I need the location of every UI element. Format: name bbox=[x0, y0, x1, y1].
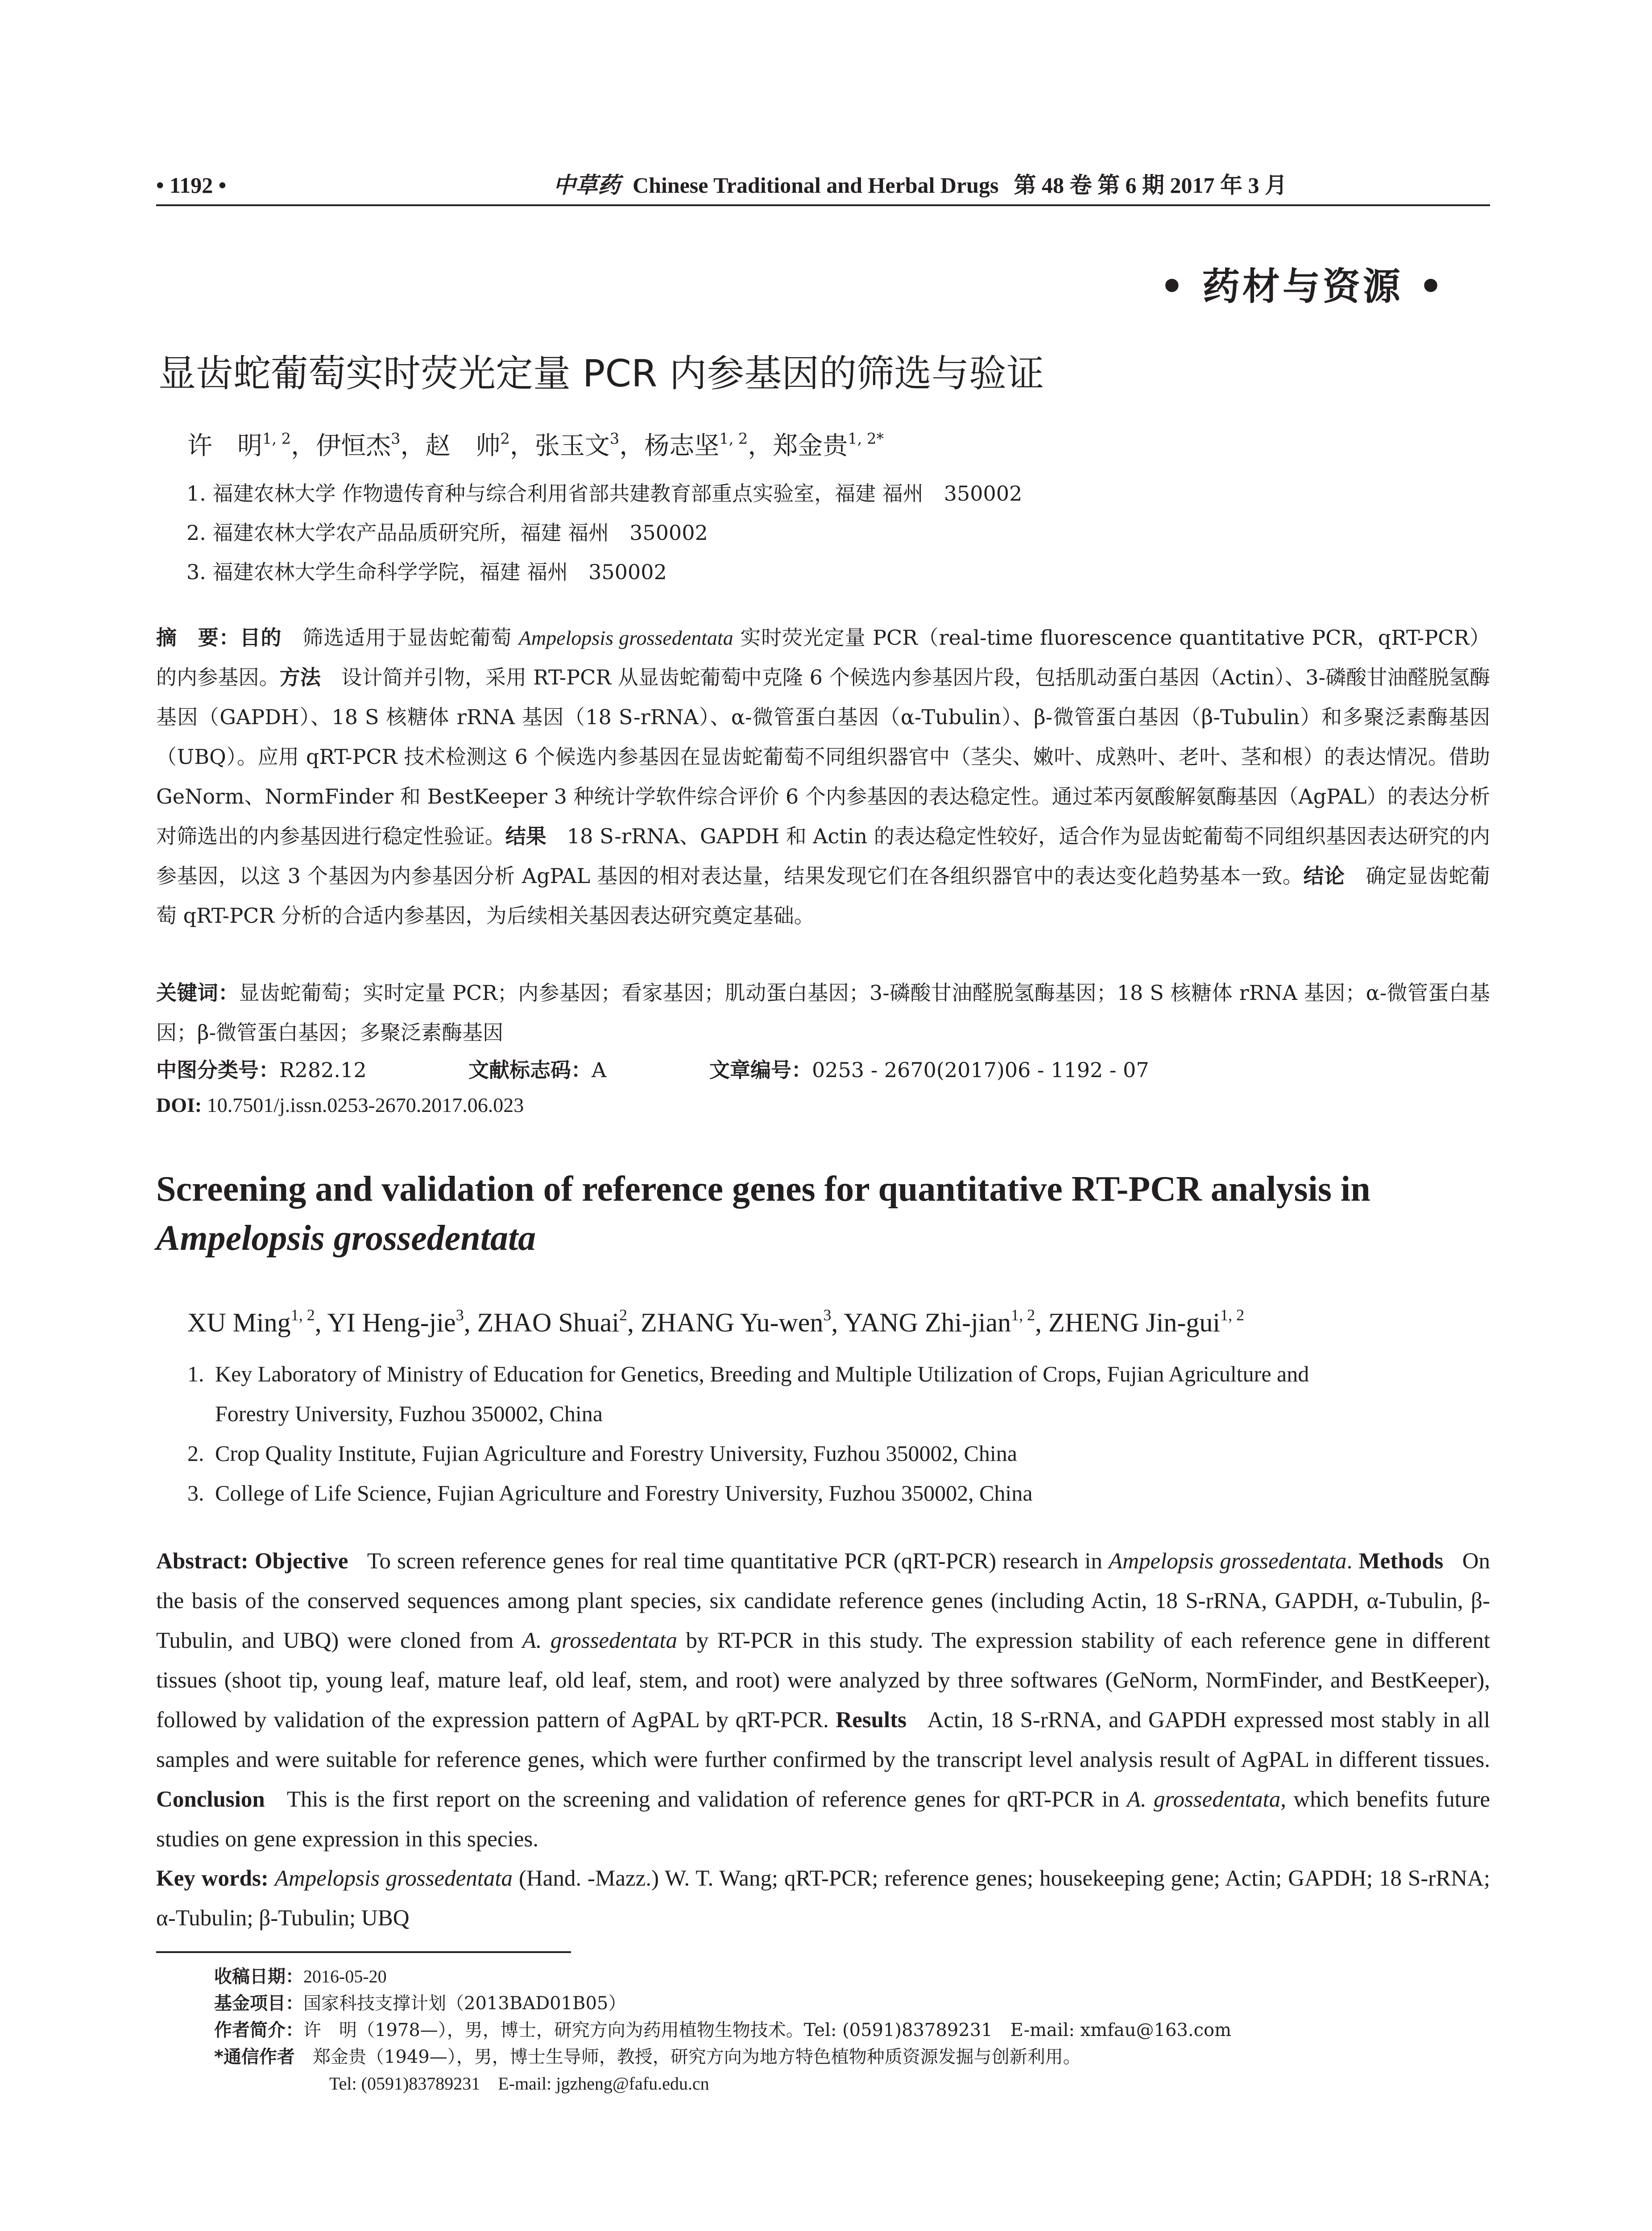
english-affiliation-2 bbox=[187, 1434, 1490, 1473]
corresponding-bio: 郑金贵（1949—），男，博士生导师，教授，研究方向为地方特色植物种质资源发掘与创新利用。 bbox=[312, 2047, 1081, 2067]
methods-label-en: Methods bbox=[1358, 1549, 1444, 1574]
affiliation-text: College of Life Science, Fujian Agriculture and Forestry University, Fuzhou 350002, China bbox=[215, 1480, 1033, 1505]
chinese-author-list bbox=[187, 426, 884, 462]
species-name-en: Ampelopsis grossedentata bbox=[1109, 1549, 1347, 1574]
clc-code bbox=[156, 1054, 367, 1083]
objective-label-en: Objective bbox=[254, 1549, 348, 1574]
affiliation-number: 1. bbox=[187, 1361, 204, 1386]
article-value: 0253 - 2670(2017)06 - 1192 - 07 bbox=[812, 1058, 1149, 1082]
english-keywords bbox=[156, 1859, 1490, 1938]
english-affiliation-1 bbox=[187, 1354, 1490, 1434]
abstract-label: 摘 要： bbox=[156, 626, 240, 650]
english-author-name: YI Heng-jie bbox=[327, 1308, 456, 1337]
chinese-author-name: 张玉文 bbox=[534, 431, 610, 460]
chinese-author-separator: ， bbox=[619, 431, 645, 460]
chinese-author-name: 赵 帅 bbox=[425, 431, 501, 460]
english-author-affiliation-mark: 2 bbox=[619, 1306, 628, 1324]
chinese-affiliation-2: 2. 福建农林大学农产品品质研究所，福建 福州 350002 bbox=[186, 521, 708, 545]
english-author-name: ZHANG Yu-wen bbox=[641, 1308, 824, 1337]
section-tag: • 药材与资源 • bbox=[1160, 264, 1445, 308]
results-label-en: Results bbox=[836, 1708, 907, 1733]
results-text-en: Actin, 18 S-rRNA, and GAPDH expressed most stably in all samples and were suitable for reference genes, which were further confirmed by the transcript level analysis result of AgPAL in different tissues. bbox=[156, 1708, 1490, 1772]
english-title-main: Screening and validation of reference genes for quantitative RT-PCR analysis in bbox=[156, 1169, 1370, 1209]
chinese-author-name: 许 明 bbox=[187, 431, 262, 460]
keywords-text: 显齿蛇葡萄；实时定量 PCR；内参基因；看家基因；肌动蛋白基因；3-磷酸甘油醛脱氢酶基因；18 S 核糖体 rRNA 基因；α-微管蛋白基因；β-微管蛋白基因；多聚泛素酶基因 bbox=[156, 981, 1491, 1045]
english-author-affiliation-mark: 1, 2 bbox=[1220, 1306, 1245, 1324]
footnote-fund bbox=[214, 1990, 1231, 2017]
results-text: 18 S-rRNA、GAPDH 和 Actin 的表达稳定性较好，适合作为显齿蛇葡萄不同组织基因表达研究的内参基因，以这 3 个基因为内参基因分析 AgPAL 基因的相对表达量，结果发现它们在各组织器官中的表达变化趋势基本一致。 bbox=[156, 824, 1491, 888]
footnotes bbox=[214, 1963, 1231, 2097]
results-label: 结果 bbox=[505, 824, 547, 848]
footnote-author bbox=[214, 2017, 1231, 2044]
footnote-corresponding bbox=[214, 2044, 1231, 2070]
chinese-author-name: 伊恒杰 bbox=[316, 431, 391, 460]
page-number: • 1192 • bbox=[156, 173, 227, 198]
chinese-author-affiliation-mark: 1, 2 bbox=[719, 430, 748, 448]
objective-text-en: To screen reference genes for real time quantitative PCR (qRT-PCR) research in bbox=[367, 1549, 1109, 1574]
chinese-author-affiliation-mark: 1, 2* bbox=[848, 430, 884, 448]
english-title bbox=[156, 1165, 1495, 1263]
english-author-name: ZHAO Shuai bbox=[477, 1308, 620, 1337]
chinese-author-affiliation-mark: 2 bbox=[500, 430, 510, 448]
english-title-species: Ampelopsis grossedentata bbox=[156, 1219, 536, 1258]
conclusion-label-en: Conclusion bbox=[156, 1787, 265, 1812]
english-author-affiliation-mark: 3 bbox=[823, 1306, 832, 1324]
methods-text-en: On the basis of the conserved sequences among plant species, six candidate reference genes (including Actin, 18 S-rRNA, GAPDH, α-Tubulin, β-Tubulin, and UBQ) were cloned from bbox=[156, 1549, 1491, 1653]
journal-name-cn: 中草药 bbox=[553, 172, 620, 198]
conclusion-text-en-rest: , which benefits future studies on gene expression in this species. bbox=[156, 1787, 1490, 1852]
affiliation-text-cont: Forestry University, Fuzhou 350002, China bbox=[215, 1401, 603, 1426]
keywords-label-en: Key words: bbox=[156, 1866, 269, 1891]
chinese-affiliation-3: 3. 福建农林大学生命科学学院，福建 福州 350002 bbox=[186, 560, 667, 584]
chinese-author-affiliation-mark: 3 bbox=[609, 430, 620, 448]
header-rule bbox=[156, 204, 1490, 206]
issue-info: 第 48 卷 第 6 期 2017 年 3 月 bbox=[1014, 173, 1287, 198]
english-author-separator: , bbox=[1035, 1308, 1049, 1337]
chinese-title: 显齿蛇葡萄实时荧光定量 PCR 内参基因的筛选与验证 bbox=[158, 352, 1044, 395]
keywords-label: 关键词： bbox=[156, 981, 239, 1005]
english-author-list bbox=[187, 1307, 1244, 1338]
chinese-affiliation-1: 1. 福建农林大学 作物遗传育种与综合利用省部共建教育部重点实验室，福建 福州 350002 bbox=[186, 481, 1023, 506]
keywords-species: Ampelopsis grossedentata bbox=[274, 1866, 513, 1891]
affiliation-number: 3. bbox=[187, 1480, 204, 1505]
methods-text: 设计简并引物，采用 RT-PCR 从显齿蛇葡萄中克隆 6 个候选内参基因片段，包括肌动蛋白基因（Actin）、3-磷酸甘油醛脱氢酶基因（GAPDH）、18 S 核糖体 rRNA 基因（18 S-rRNA）、α-微管蛋白基因（α-Tubulin）、β-微管蛋白基因（β-Tubulin）和多聚泛素酶基因（UBQ）。应用 qRT-PCR 技术检测这 6 个候选内参基因在显齿蛇葡萄不同组织器官中（茎尖、嫩叶、成熟叶、老叶、茎和根）的表达情况。借助 GeNorm、NormFinder 和 BestKeeper 3 种统计学软件综合评价 6 个内参基因的表达稳定性。通过苯丙氨酸解氨酶基因（AgPAL）的表达分析对筛选出的内参基因进行稳定性验证。 bbox=[156, 665, 1491, 848]
affiliation-text: Key Laboratory of Ministry of Education for Genetics, Breeding and Multiple Utilization of Crops, Fujian Agriculture and bbox=[215, 1361, 1309, 1386]
received-label: 收稿日期： bbox=[214, 1966, 303, 1987]
english-author-separator: , bbox=[464, 1308, 477, 1337]
chinese-author-separator: ， bbox=[291, 431, 316, 460]
chinese-abstract bbox=[156, 618, 1490, 936]
corresponding-label: *通信作者 bbox=[214, 2047, 295, 2067]
english-author-name: ZHENG Jin-gui bbox=[1048, 1308, 1221, 1337]
doi-value: 10.7501/j.issn.0253-2670.2017.06.023 bbox=[207, 1094, 524, 1116]
english-author-name: XU Ming bbox=[187, 1308, 291, 1337]
doc-value: A bbox=[592, 1058, 607, 1082]
doi-label: DOI: bbox=[156, 1094, 202, 1116]
species-name: Ampelopsis grossedentata bbox=[518, 626, 733, 649]
keywords-text-en: (Hand. -Mazz.) W. T. Wang; qRT-PCR; reference genes; housekeeping gene; Actin; GAPDH; 18 S-rRNA; α-Tubulin; β-Tubulin; UBQ bbox=[156, 1866, 1491, 1931]
objective-text-rest: 实时荧光定量 PCR（real-time fluorescence quantitative PCR，qRT-PCR）的内参基因。 bbox=[156, 626, 1491, 689]
objective-label: 目的 bbox=[240, 626, 282, 650]
doi-line bbox=[156, 1093, 524, 1117]
author-label: 作者简介： bbox=[214, 2020, 303, 2040]
chinese-author-separator: ， bbox=[748, 431, 773, 460]
doc-label: 文献标志码： bbox=[468, 1058, 592, 1082]
chinese-keywords bbox=[156, 973, 1490, 1053]
english-author-separator: , bbox=[315, 1308, 327, 1337]
footnote-corresponding-contact: Tel: (0591)83789231 E-mail: jgzheng@fafu.edu.cn bbox=[329, 2073, 709, 2094]
affiliation-text: Crop Quality Institute, Fujian Agriculture and Forestry University, Fuzhou 350002, China bbox=[215, 1441, 1017, 1466]
english-abstract: Abstract: Objective To screen reference genes for real time quantitative PCR (qRT-PCR) research in Ampelopsis grossedentata. Methods On the basis of the conserved sequences among plant species, six candidate reference genes (including Actin, 18 S-rRNA, GAPDH, α-Tubulin, β-Tubulin, and UBQ) were cloned from A. grossedentata by RT-PCR in this study. The expression stability of each reference gene in different tissues (shoot tip, young leaf, mature leaf, old leaf, stem, and root) were analyzed by three softwares (GeNorm, NormFinder, and BestKeeper), followed by validation of the expression pattern of AgPAL by qRT-PCR. Results Actin, 18 S-rRNA, and GAPDH expressed most stably in all samples and were suitable for reference genes, which were further confirmed by the transcript level analysis result of AgPAL in different tissues. Conclusion This is the first report on the screening and validation of reference genes for qRT-PCR in A. grossedentata, which benefits future studies on gene expression in this species. bbox=[156, 1549, 1491, 1852]
chinese-author-name: 郑金贵 bbox=[773, 431, 848, 460]
clc-value: R282.12 bbox=[279, 1058, 367, 1082]
methods-label: 方法 bbox=[279, 665, 321, 689]
footnote-rule bbox=[156, 1951, 571, 1953]
chinese-author-name: 杨志坚 bbox=[644, 431, 720, 460]
fund-label: 基金项目： bbox=[214, 1993, 303, 2014]
doc-code bbox=[468, 1054, 606, 1083]
english-affiliation-3 bbox=[187, 1473, 1490, 1513]
footnote-received bbox=[214, 1963, 1231, 1990]
english-author-affiliation-mark: 3 bbox=[455, 1306, 464, 1324]
english-author-name: YANG Zhi-jian bbox=[844, 1308, 1011, 1337]
conclusion-label: 结论 bbox=[1303, 864, 1345, 888]
conclusion-text-en: This is the first report on the screening and validation of reference genes for qRT-PCR in bbox=[286, 1787, 1127, 1812]
methods-text-en-rest: by RT-PCR in this study. The expression stability of each reference gene in different tissues (shoot tip, young leaf, mature leaf, old leaf, stem, and root) were analyzed by three softwares (GeNorm, NormFinder, and BestKeeper), followed by validation of the expression pattern of AgPAL by qRT-PCR. bbox=[156, 1628, 1490, 1733]
affiliation-number: 2. bbox=[187, 1441, 204, 1466]
conclusion-text: 确定显齿蛇葡萄 qRT-PCR 分析的合适内参基因，为后续相关基因表达研究奠定基础。 bbox=[156, 864, 1491, 928]
abstract-label-en: Abstract: bbox=[156, 1549, 248, 1574]
received-date: 2016-05-20 bbox=[303, 1966, 387, 1986]
journal-info bbox=[553, 170, 1287, 201]
fund-text: 国家科技支撑计划（2013BAD01B05） bbox=[303, 1993, 626, 2014]
english-author-separator: , bbox=[627, 1308, 641, 1337]
clc-label: 中图分类号： bbox=[156, 1058, 279, 1082]
objective-text: 筛选适用于显齿蛇葡萄 bbox=[302, 626, 519, 650]
chinese-author-affiliation-mark: 1, 2 bbox=[262, 430, 291, 448]
chinese-author-affiliation-mark: 3 bbox=[391, 430, 401, 448]
journal-name-en: Chinese Traditional and Herbal Drugs bbox=[633, 173, 999, 198]
running-header bbox=[156, 170, 1490, 201]
species-abbrev: A. grossedentata bbox=[1126, 1787, 1281, 1812]
english-author-separator: , bbox=[831, 1308, 844, 1337]
author-bio: 许 明（1978—），男，博士，研究方向为药用植物生物技术。Tel: (0591)83789231 E-mail: xmfau@163.com bbox=[303, 2020, 1232, 2040]
chinese-author-separator: ， bbox=[400, 431, 426, 460]
species-abbrev: A. grossedentata bbox=[522, 1628, 678, 1653]
article-label: 文章编号： bbox=[709, 1058, 812, 1082]
chinese-author-separator: ， bbox=[509, 431, 535, 460]
english-author-affiliation-mark: 1, 2 bbox=[1011, 1306, 1035, 1324]
english-author-affiliation-mark: 1, 2 bbox=[290, 1306, 315, 1324]
article-number bbox=[709, 1054, 1149, 1083]
